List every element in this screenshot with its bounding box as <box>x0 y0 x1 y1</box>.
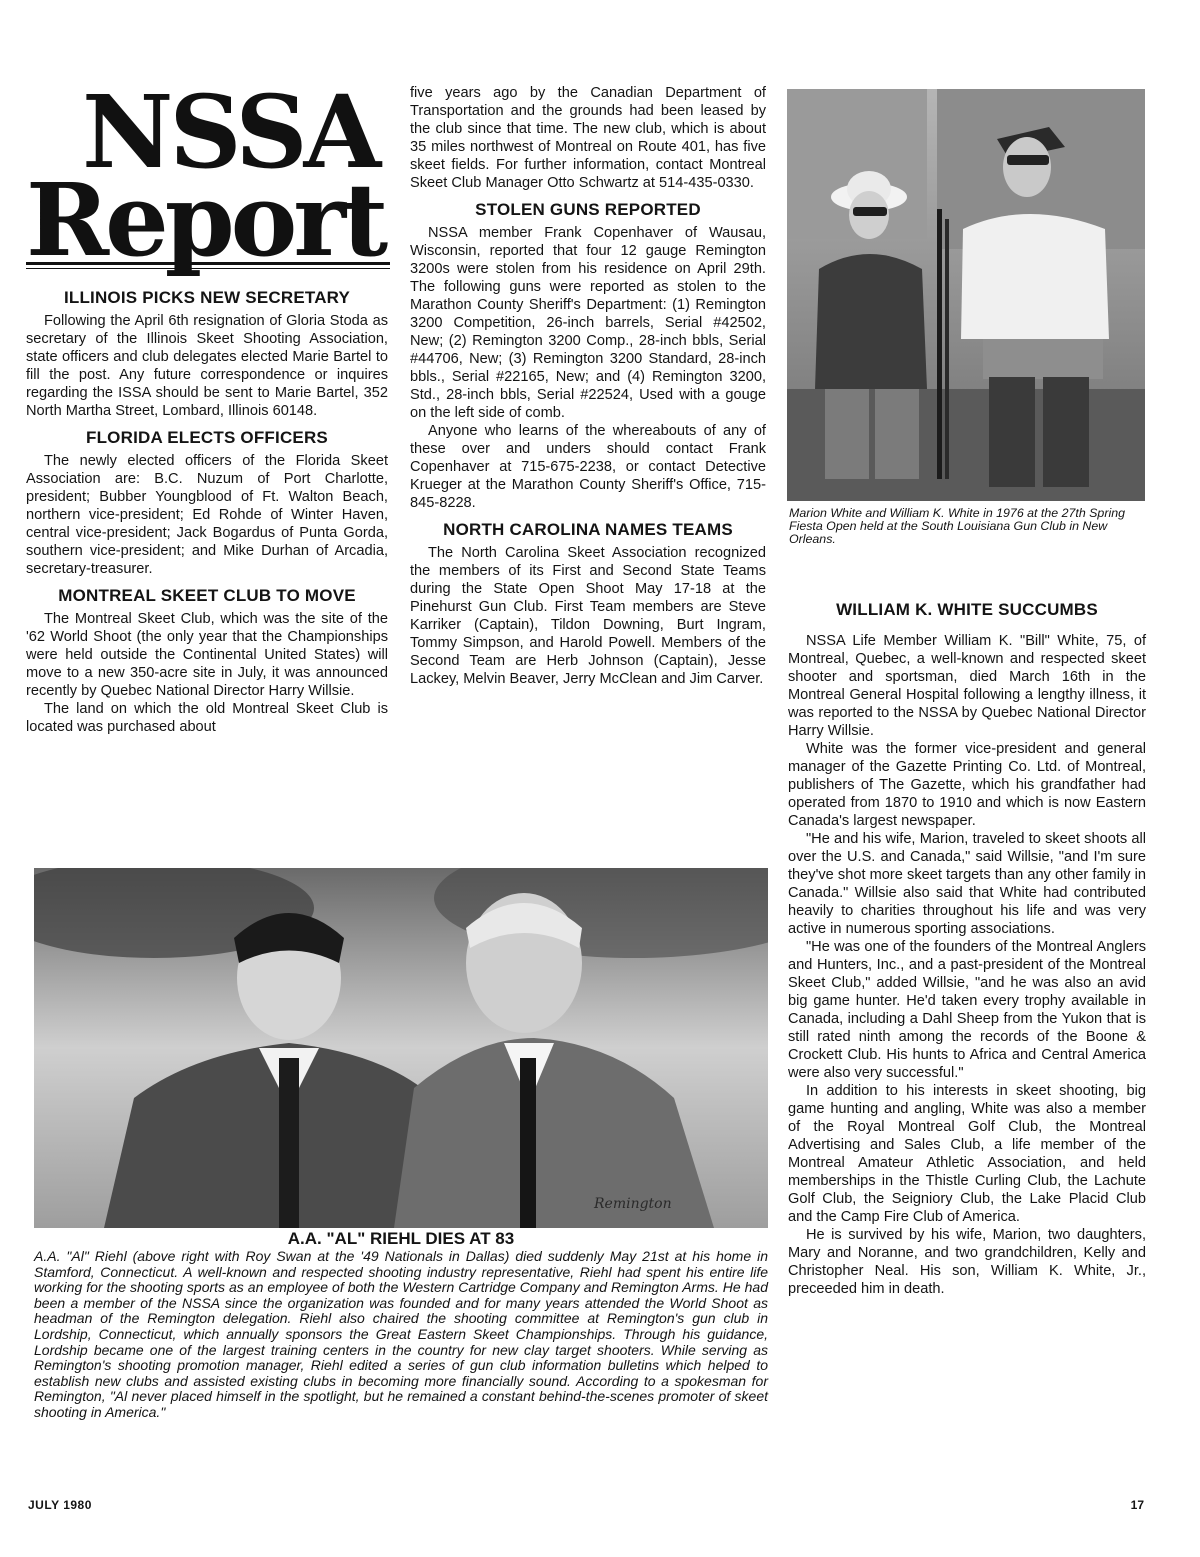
photo-riehl-swan-illustration <box>34 868 768 1228</box>
white-paragraph-5: In addition to his interests in skeet shooting, big game hunting and angling, White was also a member of the Royal Montreal Golf Club, the Montreal Advertising and Sales Club, a life member of the Montreal Amateur Athletic Association, and held memberships in the Thistle Curling Club, the Lachute Golf Club, the Seigniory Club, the Lake Placid Club and the Camp Fire Club of America. <box>788 1083 1146 1225</box>
photo-white-couple <box>787 89 1145 501</box>
photo-white-caption: Marion White and William K. White in 1976 at the 27th Spring Fiesta Open held at the South Louisiana Gun Club in New Orleans. <box>789 506 1125 546</box>
heading-white-succumbs: WILLIAM K. WHITE SUCCUMBS <box>836 600 1098 619</box>
masthead-rule <box>26 262 390 265</box>
white-paragraph-6: He is survived by his wife, Marion, two daughters, Mary and Noranne, and two grandchildren, Kelly and Christopher Neal. His son, William K. White, Jr., preceeded him in death. <box>788 1227 1146 1297</box>
masthead-rule-thin <box>26 268 390 269</box>
montreal-paragraph-2: The land on which the old Montreal Skeet Club is located was purchased about <box>26 701 388 735</box>
masthead-report: Report <box>26 161 385 279</box>
vest-brand-text: Remington <box>594 1196 672 1212</box>
illinois-paragraph-1: Following the April 6th resignation of Gloria Stoda as secretary of the Illinois Skeet Shooting Association, state officers and club delegates elected Marie Bartel to fill the post. Any future correspondence or inquires regarding the ISSA should be sent to Marie Bartel, 352 North Martha Street, Lombard, Illinois 60148. <box>26 313 388 419</box>
masthead <box>26 73 392 279</box>
issue-date: JULY 1980 <box>28 1498 92 1512</box>
north-carolina-paragraph-1: The North Carolina Skeet Association recognized the members of its First and Second State Teams during the State Open Shoot May 17-18 at the Pinehurst Gun Club. First Team members are Steve Karriker (Captain), Tildon Downing, Burt Ingram, Tommy Simpson, and Harold Powell. Members of the Second Team are Herb Johnson (Captain), Jesse Lackey, Melvin Beaver, Jerry McClean and Jim Carver. <box>410 545 766 687</box>
montreal-paragraph-1: The Montreal Skeet Club, which was the site of the '62 World Shoot (the only year that the Championships were held outside the Continental United States) will move to a new 350-acre site in July, it was announced recently by Quebec National Director Harry Willsie. <box>26 611 388 699</box>
page-number: 17 <box>1130 1498 1144 1512</box>
photo-riehl-swan <box>34 868 768 1228</box>
stolen-paragraph-2: Anyone who learns of the whereabouts of any of these over and unders should contact Frank Copenhaver at 715-675-2238, or contact Detective Krueger at the Marathon County Sheriff's Office, 715-845-8228. <box>410 423 766 511</box>
masthead-nssa: NSSA <box>82 73 378 191</box>
column-2 <box>410 84 766 688</box>
heading-florida: FLORIDA ELECTS OFFICERS <box>86 428 328 447</box>
heading-illinois: ILLINOIS PICKS NEW SECRETARY <box>63 288 351 307</box>
column-3 <box>788 600 1146 1298</box>
stolen-paragraph-1: NSSA member Frank Copenhaver of Wausau, Wisconsin, reported that four 12 gauge Remington 3200s were stolen from his residence on April 29th. The following guns were reported as stolen to the Marathon County Sheriff's Department: (1) Remington 3200 Competition, 26-inch barrels, Serial #42502, New; (2) Remington 3200 Comp., 28-inch bbls, Serial #44706, New; (3) Remington 3200 Standard, 28-inch bbls., Serial #22165, New; and (4) Remington 3200, Std., 28-inch bbls, Serial #22524, Used with a gouge on the left side of comb. <box>410 225 766 421</box>
heading-stolen-guns: STOLEN GUNS REPORTED <box>475 200 701 219</box>
white-paragraph-1: NSSA Life Member William K. "Bill" White, 75, of Montreal, Quebec, a well-known and respected skeet shooter and sportsman, died March 16th in the Montreal General Hospital following a lengthy illness, it was reported to the NSSA by Quebec National Director Harry Willsie. <box>788 633 1146 739</box>
riehl-caption: A.A. "Al" Riehl (above right with Roy Swan at the '49 Nationals in Dallas) died suddenly May 21st at his home in Stamford, Connecticut. A well-known and respected shooting industry representative, Riehl had spent his entire life working for the shooting sports as an employee of both the Western Cartridge Company and Remington Arms. He had been a member of the NSSA since the organization was founded and for many years attended the World Shoot as headman of the Remington delegation. Riehl also chaired the shooting committee at Remington's gun club in Lordship, Connecticut, which annually sponsors the Great Eastern Skeet Championships. Through his guidance, Lordship became one of the largest training centers in the country for new clay target shooters. While serving as Remington's shooting promotion manager, Riehl edited a series of gun club information bulletins which helped to establish new clubs and assisted existing clubs in becoming more financially sound. According to a spokesman for Remington, "Al never placed himself in the spotlight, but he remained a constant behind-the-scenes promoter of skeet shooting in America." <box>34 1248 768 1420</box>
white-paragraph-3: "He and his wife, Marion, traveled to skeet shoots all over the U.S. and Canada," said Willsie, "and I'm sure they've shot more skeet targets than any other family in Canada." Willsie also said that White had contributed heavily to charities throughout his life and was very active in numerous sporting associations. <box>788 831 1146 937</box>
riehl-headline: A.A. "AL" RIEHL DIES AT 83 <box>287 1229 515 1248</box>
heading-north-carolina: NORTH CAROLINA NAMES TEAMS <box>443 520 733 539</box>
white-paragraph-4: "He was one of the founders of the Montreal Anglers and Hunters, Inc., and a past-president of the Montreal Skeet Club," added Willsie, "and he was also an avid big game hunter. He'd taken every trophy available in Canada, including a Dahl Sheep from the Yukon that is still rated ninth among the records of the Boone & Crockett Club. His hunts to Africa and Central America were also very successful." <box>788 939 1146 1081</box>
photo-white-couple-illustration <box>787 89 1145 501</box>
column-1 <box>26 288 388 736</box>
montreal-paragraph-2-continued: five years ago by the Canadian Department of Transportation and the grounds had been leased by the club since that time. The new club, which is about 35 miles northwest of Montreal on Route 401, has five skeet fields. For further information, contact Montreal Skeet Club Manager Otto Schwartz at 514-435-0330. <box>410 85 766 191</box>
florida-paragraph-1: The newly elected officers of the Florida Skeet Association are: B.C. Nuzum of Port Charlotte, president; Bubber Youngblood of Ft. Walton Beach, northern vice-president; Ed Rohde of Winter Haven, central vice-president; Jack Bogardus of Punta Gorda, southern vice-president; and Mike Durhan of Arcadia, secretary-treasurer. <box>26 453 388 577</box>
white-paragraph-2: White was the former vice-president and general manager of the Gazette Printing Co. Ltd. of Montreal, publishers of The Gazette, which his grandfather had operated from 1870 to 1910 and which is now Eastern Canada's largest newspaper. <box>788 741 1146 829</box>
heading-montreal: MONTREAL SKEET CLUB TO MOVE <box>58 586 356 605</box>
